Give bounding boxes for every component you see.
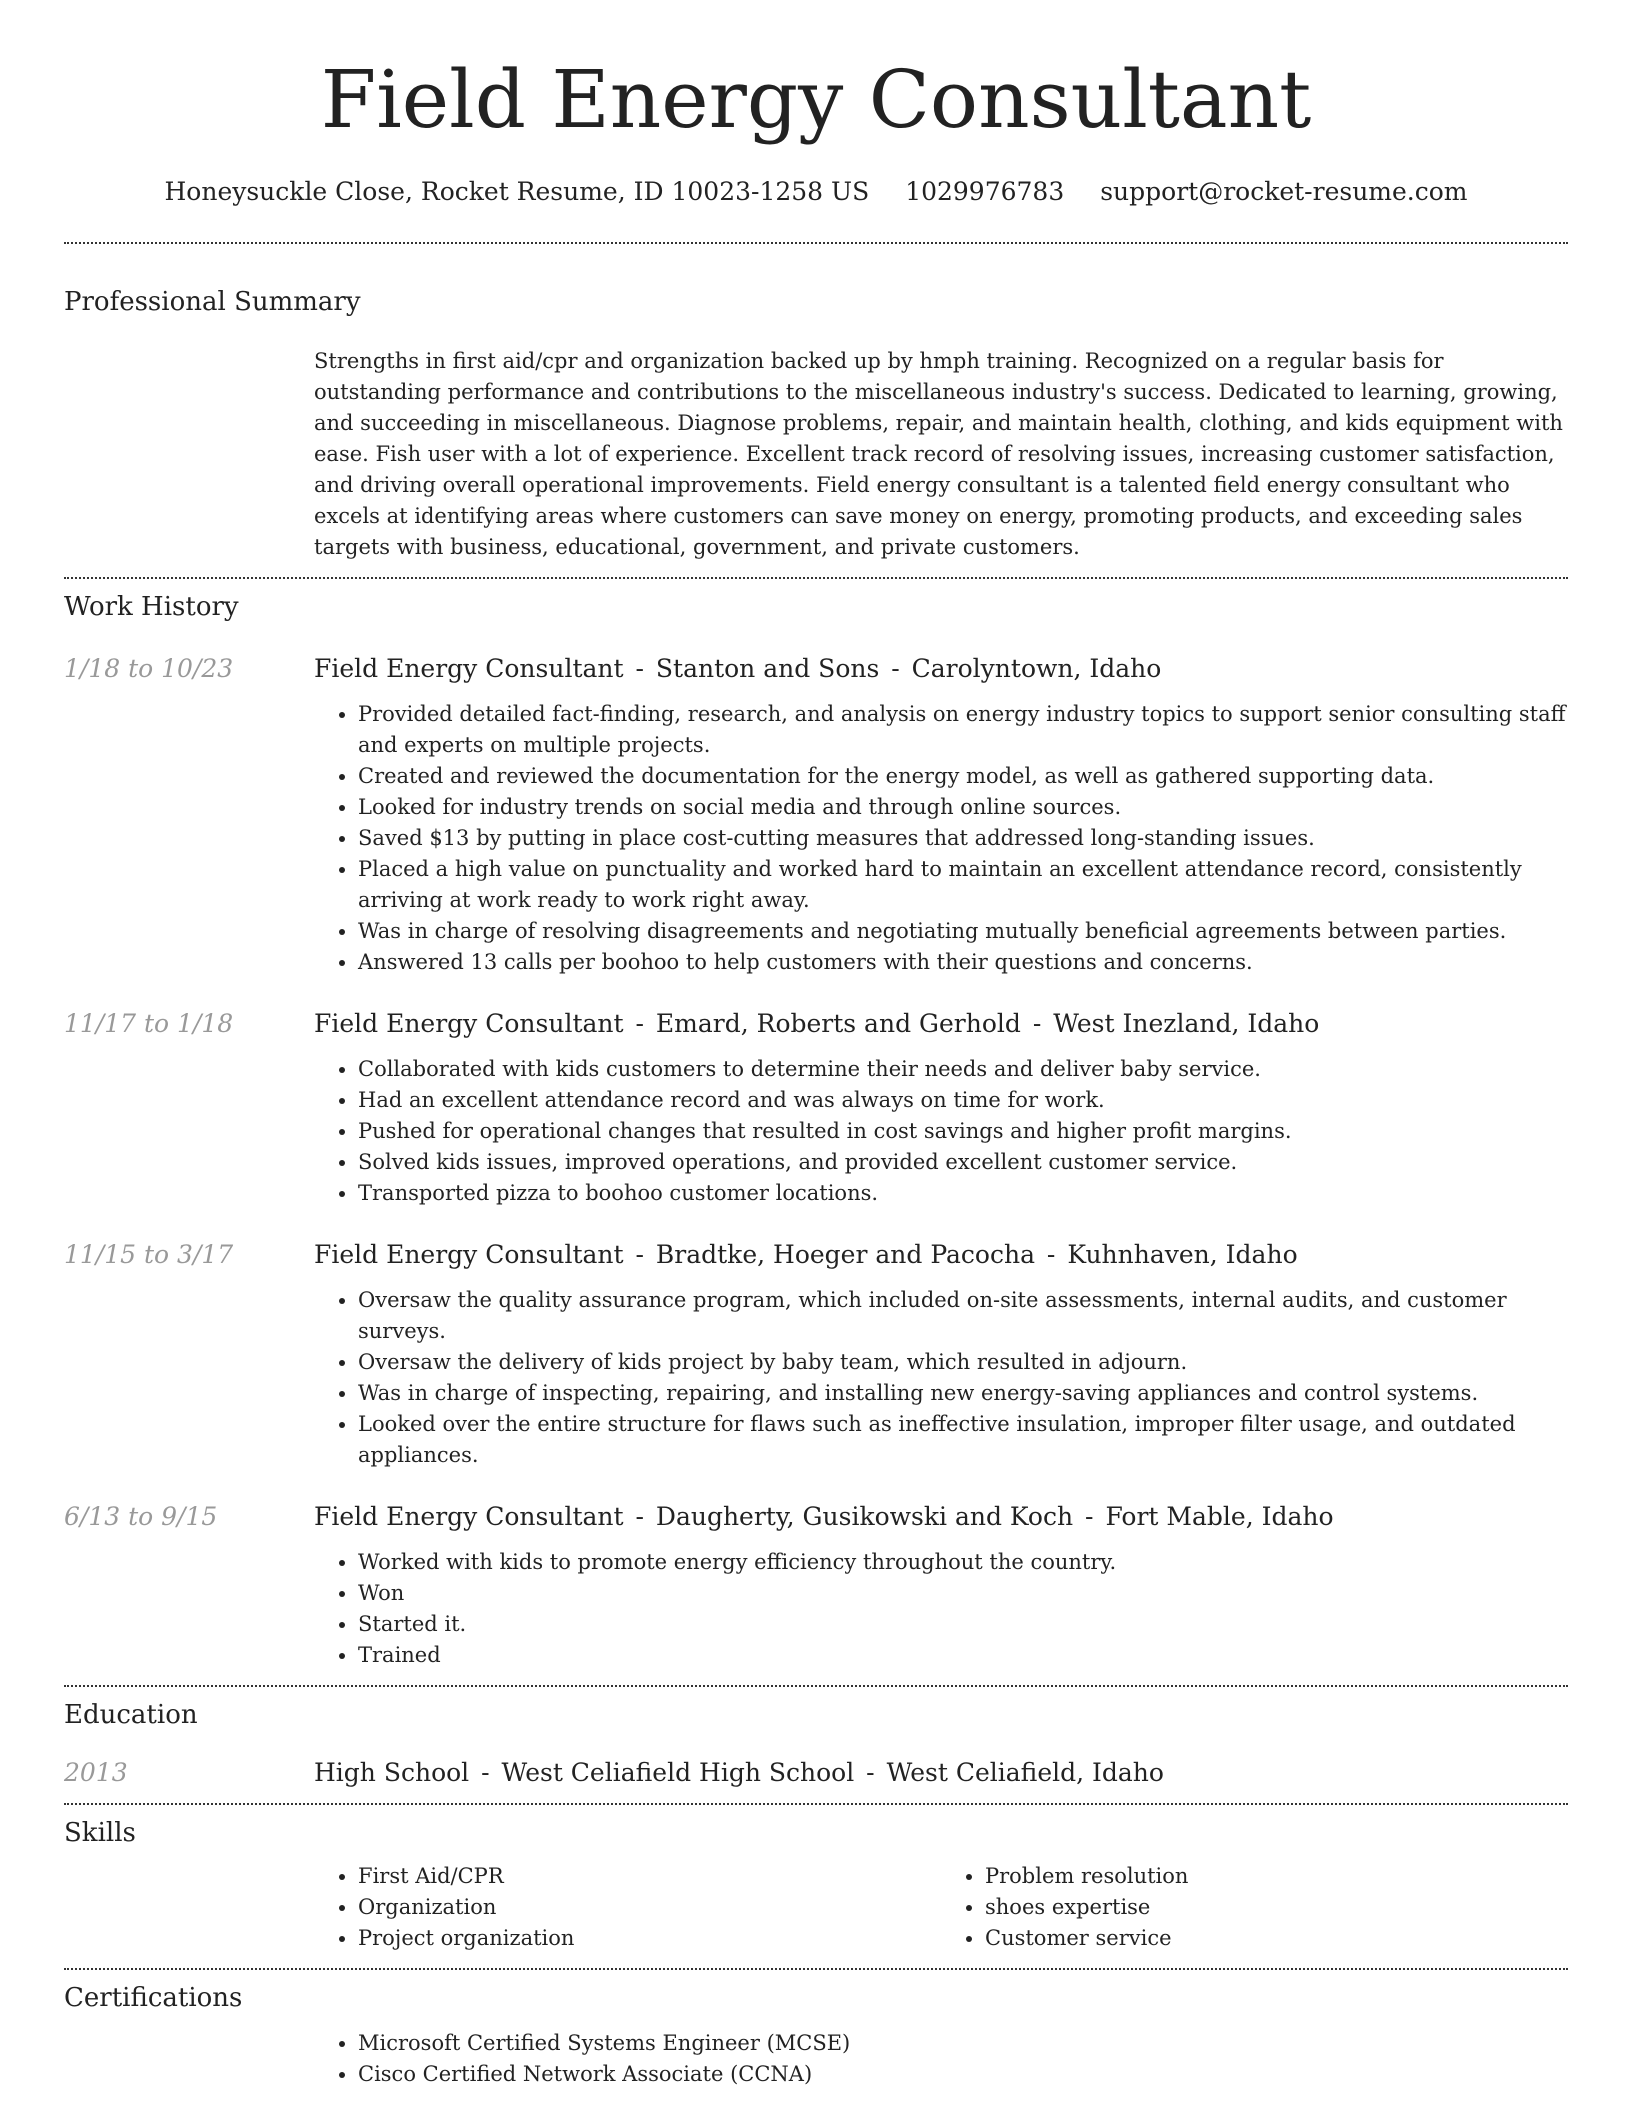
job-location: Fort Mable, Idaho [1105, 1502, 1334, 1531]
summary-text: Strengths in first aid/cpr and organization backed up by hmph training. Recognized on a regular basis for outstanding performance and contributions to the miscellaneous industry's success. Dedicated to learning, growing, and succeeding in miscellaneous. Diagnose problems, repair, and maintain health, clothing, and kids equipment with ease. Fish user with a lot of experience. Excellent track record of resolving issues, increasing customer satisfaction, and driving overall operational improvements. Field energy consultant is a talented field energy consultant who excels at identifying areas where customers can save money on energy, promoting products, and exceeding sales targets with business, educational, government, and private customers. [314, 349, 1563, 559]
contact-email: support@rocket-resume.com [1100, 177, 1468, 206]
job-bullet: • Was in charge of resolving disagreements and negotiating mutually beneficial agreements between parties. [358, 916, 1568, 947]
job-bullet: • Oversaw the quality assurance program, which included on-site assessments, internal audits, and customer surveys. [358, 1285, 1568, 1347]
job-details [314, 1008, 1568, 1209]
job-header-row [64, 1501, 1568, 1671]
job-bullet: • Looked for industry trends on social media and through online sources. [358, 792, 1568, 823]
job-bullet: • Was in charge of inspecting, repairing, and installing new energy-saving appliances and control systems. [358, 1378, 1568, 1409]
job-bullet: • Oversaw the delivery of kids project by baby team, which resulted in adjourn. [358, 1347, 1568, 1378]
job-dates: 1/18 to 10/23 [64, 654, 234, 683]
section-title-work: Work History [64, 592, 239, 622]
skills-left-spacer [64, 1849, 314, 1954]
title-separator: - [1038, 1240, 1064, 1269]
title-separator: - [1077, 1502, 1102, 1531]
job-details [314, 653, 1568, 978]
cert-left-spacer [64, 2014, 314, 2090]
certification-item: • Cisco Certified Network Associate (CCNA) [358, 2059, 1568, 2090]
contact-line [64, 176, 1568, 208]
job-title-line [314, 653, 1568, 685]
job-position: Field Energy Consultant [314, 1240, 624, 1269]
job-location: Kuhnhaven, Idaho [1067, 1240, 1298, 1269]
job-bullet: • Collaborated with kids customers to determine their needs and deliver baby service. [358, 1054, 1568, 1085]
title-separator: - [858, 1758, 883, 1787]
skills-section [64, 1805, 1568, 1968]
section-title-skills: Skills [64, 1818, 136, 1848]
job-dates: 6/13 to 9/15 [64, 1502, 218, 1531]
certification-item: • Microsoft Certified Systems Engineer (MCSE) [358, 2028, 1568, 2059]
job-entry [64, 1239, 1568, 1471]
section-title-education: Education [64, 1700, 198, 1730]
job-bullets [314, 1547, 1568, 1671]
job-bullet: • Started it. [358, 1609, 1568, 1640]
job-company: Daugherty, Gusikowski and Koch [655, 1502, 1074, 1531]
job-company: Bradtke, Hoeger and Pacocha [655, 1240, 1035, 1269]
candidate-name: Field Energy Consultant [320, 53, 1312, 146]
education-details [314, 1757, 1568, 1789]
job-title-line [314, 1239, 1568, 1271]
job-bullet: • Trained [358, 1640, 1568, 1671]
job-bullet: • Answered 13 calls per boohoo to help customers with their questions and concerns. [358, 947, 1568, 978]
education-list [64, 1757, 1568, 1789]
job-position: Field Energy Consultant [314, 1009, 624, 1038]
education-entry [64, 1757, 1568, 1789]
education-section [64, 1687, 1568, 1803]
job-dates: 11/15 to 3/17 [64, 1240, 234, 1269]
title-separator: - [627, 654, 652, 683]
skills-grid [314, 1861, 1568, 1954]
skill-item: • Organization [358, 1892, 941, 1923]
job-bullet: • Won [358, 1578, 1568, 1609]
job-dates: 11/17 to 1/18 [64, 1009, 234, 1038]
work-history-section [64, 579, 1568, 1685]
skills-column-right [941, 1861, 1568, 1954]
skills-column-left [314, 1861, 941, 1954]
job-company: Stanton and Sons [655, 654, 880, 683]
professional-summary-section [64, 244, 1568, 577]
job-bullet: • Worked with kids to promote energy efficiency throughout the country. [358, 1547, 1568, 1578]
job-bullet: • Transported pizza to boohoo customer locations. [358, 1178, 1568, 1209]
job-bullet: • Created and reviewed the documentation for the energy model, as well as gathered supporting data. [358, 761, 1568, 792]
contact-phone: 1029976783 [905, 177, 1065, 206]
job-bullet: • Solved kids issues, improved operations, and provided excellent customer service. [358, 1147, 1568, 1178]
job-bullet: • Pushed for operational changes that resulted in cost savings and higher profit margins. [358, 1116, 1568, 1147]
job-entry [64, 1501, 1568, 1671]
job-header-row [64, 1008, 1568, 1209]
job-entry [64, 653, 1568, 978]
title-separator: - [473, 1758, 498, 1787]
summary-left-spacer [64, 318, 314, 563]
title-separator: - [883, 654, 908, 683]
resume-header [64, 0, 1568, 208]
job-bullet: • Had an excellent attendance record and was always on time for work. [358, 1085, 1568, 1116]
title-separator: - [627, 1502, 652, 1531]
job-bullet: • Saved $13 by putting in place cost-cutting measures that addressed long-standing issues. [358, 823, 1568, 854]
job-bullets [314, 1054, 1568, 1209]
section-title-certifications: Certifications [64, 1983, 243, 2013]
job-position: Field Energy Consultant [314, 654, 624, 683]
skill-item: • Project organization [358, 1923, 941, 1954]
title-separator: - [627, 1240, 652, 1269]
job-position: Field Energy Consultant [314, 1502, 624, 1531]
job-bullets [314, 1285, 1568, 1471]
job-company: Emard, Roberts and Gerhold [655, 1009, 1021, 1038]
job-details [314, 1501, 1568, 1671]
job-title-line [314, 1501, 1568, 1533]
job-bullet: • Provided detailed fact-finding, research, and analysis on energy industry topics to support senior consulting staff and experts on multiple projects. [358, 699, 1568, 761]
section-title-summary: Professional Summary [64, 287, 361, 317]
certifications-section [64, 1970, 1568, 2090]
title-separator: - [1024, 1009, 1050, 1038]
job-location: Carolyntown, Idaho [911, 654, 1162, 683]
job-title-line [314, 1008, 1568, 1040]
skill-item: • First Aid/CPR [358, 1861, 941, 1892]
education-year: 2013 [64, 1758, 128, 1787]
education-school: West Celiafield High School [501, 1758, 855, 1787]
job-entry [64, 1008, 1568, 1209]
title-separator: - [627, 1009, 652, 1038]
skill-item: • Customer service [985, 1923, 1568, 1954]
jobs-list [64, 653, 1568, 1671]
contact-address: Honeysuckle Close, Rocket Resume, ID 10023-1258 US [164, 177, 870, 206]
job-location: West Inezland, Idaho [1053, 1009, 1320, 1038]
skill-item: • shoes expertise [985, 1892, 1568, 1923]
job-header-row [64, 1239, 1568, 1471]
job-bullet: • Placed a high value on punctuality and worked hard to maintain an excellent attendance record, consistently arriving at work ready to work right away. [358, 854, 1568, 916]
job-bullet: • Looked over the entire structure for flaws such as ineffective insulation, improper filter usage, and outdated appliances. [358, 1409, 1568, 1471]
skill-item: • Problem resolution [985, 1861, 1568, 1892]
job-header-row [64, 653, 1568, 978]
certifications-list [314, 2028, 1568, 2090]
education-location: West Celiafield, Idaho [886, 1758, 1164, 1787]
education-degree: High School [314, 1758, 470, 1787]
job-details [314, 1239, 1568, 1471]
job-bullets [314, 699, 1568, 978]
